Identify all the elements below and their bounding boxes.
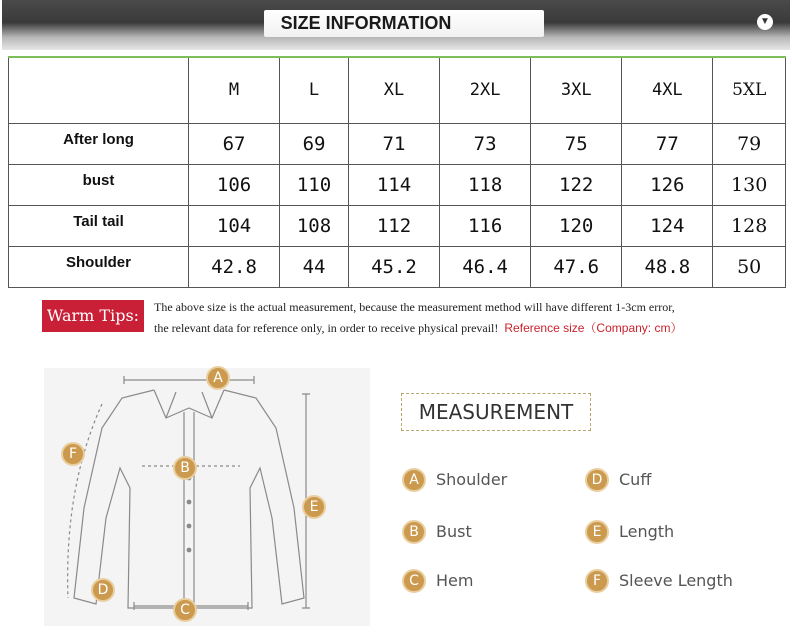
table-cell: 106: [189, 164, 280, 205]
legend-item-sleeve-length: [585, 569, 775, 595]
table-cell: 124: [622, 205, 713, 246]
size-table: [8, 56, 786, 288]
legend-badge: D: [585, 468, 609, 492]
legend-label: Bust: [436, 522, 472, 541]
legend-label: Cuff: [619, 470, 652, 489]
table-row: [9, 123, 786, 164]
legend-badge: B: [402, 520, 426, 544]
tips-text-line-2-body: the relevant data for reference only, in order to receive physical prevail!: [154, 321, 499, 335]
header-banner: [2, 0, 790, 50]
chevron-down-icon[interactable]: ▼: [757, 14, 773, 30]
table-row: [9, 246, 786, 287]
tips-text-line-1: The above size is the actual measurement, because the measurement method will have different 1-3cm error,: [154, 300, 675, 314]
table-cell: 46.4: [440, 246, 531, 287]
measurement-title: MEASUREMENT: [401, 393, 591, 431]
table-cell: 118: [440, 164, 531, 205]
table-cell: 48.8: [622, 246, 713, 287]
legend-badge: E: [585, 520, 609, 544]
table-cell: 110: [280, 164, 349, 205]
table-cell: 108: [280, 205, 349, 246]
table-cell: 69: [280, 123, 349, 164]
table-cell: 112: [348, 205, 439, 246]
row-label: Tail tail: [9, 205, 189, 246]
table-cell: 71: [348, 123, 439, 164]
marker-f: F: [61, 442, 85, 466]
table-cell: 47.6: [531, 246, 622, 287]
legend-item-length: [585, 520, 755, 546]
table-cell: 77: [622, 123, 713, 164]
table-cell: 130: [713, 164, 786, 205]
legend-label: Hem: [436, 571, 474, 590]
table-cell: 75: [531, 123, 622, 164]
table-header-row: [9, 57, 786, 123]
table-cell: 126: [622, 164, 713, 205]
legend-item-bust: [402, 520, 552, 546]
table-cell: 73: [440, 123, 531, 164]
legend-label: Sleeve Length: [619, 571, 733, 590]
table-cell: 44: [280, 246, 349, 287]
marker-a: A: [206, 366, 230, 390]
table-corner-cell: [9, 57, 189, 123]
table-cell: 79: [713, 123, 786, 164]
page-title: SIZE INFORMATION: [280, 13, 452, 33]
table-cell: 128: [713, 205, 786, 246]
legend-label: Shoulder: [436, 470, 508, 489]
legend-label: Length: [619, 522, 675, 541]
reference-size-note: Reference size（Company: cm）: [504, 321, 683, 335]
legend-badge: C: [402, 569, 426, 593]
tips-text-line-2: [154, 319, 682, 336]
table-row: [9, 164, 786, 205]
table-cell: 42.8: [189, 246, 280, 287]
legend-badge: F: [585, 569, 609, 593]
row-label: bust: [9, 164, 189, 205]
column-header: 5XL: [713, 57, 786, 123]
table-cell: 116: [440, 205, 531, 246]
table-cell: 120: [531, 205, 622, 246]
column-header: L: [280, 57, 349, 123]
column-header: 2XL: [440, 57, 531, 123]
legend-item-hem: [402, 569, 552, 595]
table-cell: 122: [531, 164, 622, 205]
warm-tips-badge: Warm Tips:: [42, 300, 144, 332]
table-cell: 50: [713, 246, 786, 287]
shirt-diagram: [44, 368, 370, 626]
column-header: M: [189, 57, 280, 123]
row-label: After long: [9, 123, 189, 164]
marker-c: C: [173, 598, 197, 622]
marker-e: E: [302, 495, 326, 519]
column-header: 3XL: [531, 57, 622, 123]
table-cell: 114: [348, 164, 439, 205]
table-row: [9, 205, 786, 246]
column-header: XL: [348, 57, 439, 123]
table-cell: 67: [189, 123, 280, 164]
marker-b: B: [173, 456, 197, 480]
table-cell: 104: [189, 205, 280, 246]
row-label: Shoulder: [9, 246, 189, 287]
table-cell: 45.2: [348, 246, 439, 287]
legend-item-shoulder: [402, 468, 552, 494]
column-header: 4XL: [622, 57, 713, 123]
legend-badge: A: [402, 468, 426, 492]
marker-d: D: [91, 578, 115, 602]
legend-item-cuff: [585, 468, 755, 494]
